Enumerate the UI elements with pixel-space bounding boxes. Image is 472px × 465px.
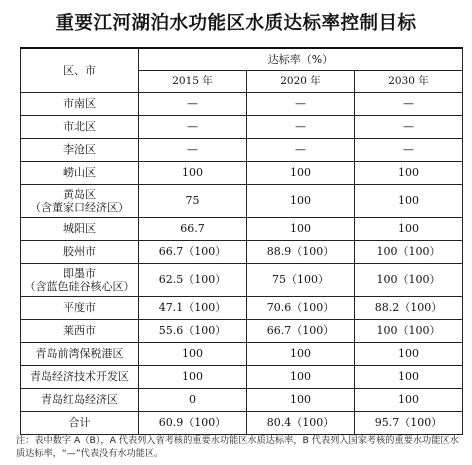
rate-cell-2020: 70.6（100） — [247, 296, 355, 319]
table-row — [21, 138, 463, 161]
rate-cell-2015: 66.7（100） — [139, 240, 247, 263]
region-cell — [21, 296, 139, 319]
region-name: 即墨市 — [63, 266, 96, 280]
rate-cell-2015: 62.5（100） — [139, 263, 247, 296]
table-row — [21, 92, 463, 115]
table-row — [21, 240, 463, 263]
rate-cell-2020: 100 — [247, 365, 355, 388]
region-name: 胶州市 — [63, 245, 96, 258]
rate-cell-2030: — — [355, 138, 463, 161]
region-name: 莱西市 — [63, 324, 96, 337]
rate-cell-2020: 66.7（100） — [247, 319, 355, 342]
table-row — [21, 217, 463, 240]
rate-cell-2030: 95.7（100） — [355, 411, 463, 434]
rate-cell-2015: 100 — [139, 161, 247, 184]
rate-cell-2015: 100 — [139, 365, 247, 388]
rate-cell-2030: 100 — [355, 184, 463, 217]
region-subname: （含蓝色硅谷核心区） — [24, 279, 135, 293]
table-row — [21, 263, 463, 296]
region-cell — [21, 240, 139, 263]
rate-cell-2015: 0 — [139, 388, 247, 411]
rate-cell-2030: — — [355, 115, 463, 138]
table-row — [21, 319, 463, 342]
rate-cell-2020: 100 — [247, 342, 355, 365]
rate-cell-2020: — — [247, 138, 355, 161]
region-cell — [21, 263, 139, 296]
rate-cell-2030: 88.2（100） — [355, 296, 463, 319]
year-header-2020: 2020 年 — [247, 70, 355, 92]
region-name: 青岛红岛经济区 — [41, 393, 118, 406]
region-subname: （含董家口经济区） — [30, 200, 129, 214]
rate-cell-2015: — — [139, 138, 247, 161]
region-name: 青岛经济技术开发区 — [30, 370, 129, 383]
region-cell — [21, 411, 139, 434]
rate-cell-2030: 100 — [355, 217, 463, 240]
rate-cell-2015: 47.1（100） — [139, 296, 247, 319]
region-cell — [21, 319, 139, 342]
rate-cell-2015: — — [139, 92, 247, 115]
rate-cell-2030: 100 — [355, 342, 463, 365]
rate-cell-2030: 100 — [355, 161, 463, 184]
rate-cell-2020: 88.9（100） — [247, 240, 355, 263]
table-row — [21, 296, 463, 319]
region-name: 崂山区 — [63, 166, 96, 179]
region-cell — [21, 365, 139, 388]
rate-cell-2015: 66.7 — [139, 217, 247, 240]
rate-cell-2020: 100 — [247, 388, 355, 411]
table-row — [21, 411, 463, 434]
region-cell — [21, 184, 139, 217]
region-name: 平度市 — [63, 301, 96, 314]
table-row — [21, 184, 463, 217]
table-row — [21, 365, 463, 388]
rate-cell-2030: — — [355, 92, 463, 115]
rate-cell-2020: — — [247, 92, 355, 115]
table-row — [21, 161, 463, 184]
region-cell — [21, 342, 139, 365]
rate-cell-2030: 100 — [355, 388, 463, 411]
rate-cell-2015: 100 — [139, 342, 247, 365]
region-cell — [21, 388, 139, 411]
table-row — [21, 388, 463, 411]
table-row — [21, 342, 463, 365]
region-cell — [21, 92, 139, 115]
region-name: 合计 — [68, 416, 91, 429]
table-footnote: 注：表中数字 A（B），A 代表列入省考核的重要水功能区水质达标率，B 代表列入国家考核的重要水功能区水质达标率，“—”代表没有水功能区。 — [16, 435, 459, 459]
rate-cell-2015: — — [139, 115, 247, 138]
region-header: 区、市 — [21, 48, 139, 92]
region-name: 市南区 — [63, 97, 96, 110]
region-name: 青岛前湾保税港区 — [35, 347, 124, 360]
region-name: 市北区 — [63, 120, 96, 133]
rate-cell-2020: 75（100） — [247, 263, 355, 296]
region-name: 李沧区 — [63, 143, 96, 156]
rate-cell-2030: 100 — [355, 365, 463, 388]
rate-cell-2020: 80.4（100） — [247, 411, 355, 434]
year-header-2015: 2015 年 — [139, 70, 247, 92]
rate-cell-2020: — — [247, 115, 355, 138]
rate-cell-2030: 100（100） — [355, 240, 463, 263]
region-name: 城阳区 — [63, 222, 96, 235]
rate-cell-2020: 100 — [247, 161, 355, 184]
rate-cell-2015: 75 — [139, 184, 247, 217]
region-cell — [21, 161, 139, 184]
rate-cell-2015: 55.6（100） — [139, 319, 247, 342]
rate-cell-2030: 100（100） — [355, 319, 463, 342]
rate-header: 达标率（%） — [139, 48, 463, 70]
rate-cell-2030: 100（100） — [355, 263, 463, 296]
table-row — [21, 115, 463, 138]
rate-cell-2020: 100 — [247, 184, 355, 217]
rate-cell-2020: 100 — [247, 217, 355, 240]
region-cell — [21, 217, 139, 240]
water-quality-table — [20, 47, 463, 435]
region-cell — [21, 115, 139, 138]
rate-cell-2015: 60.9（100） — [139, 411, 247, 434]
region-cell — [21, 138, 139, 161]
region-name: 黄岛区 — [63, 187, 96, 201]
page-title: 重要江河湖泊水功能区水质达标率控制目标 — [55, 13, 417, 34]
year-header-2030: 2030 年 — [355, 70, 463, 92]
